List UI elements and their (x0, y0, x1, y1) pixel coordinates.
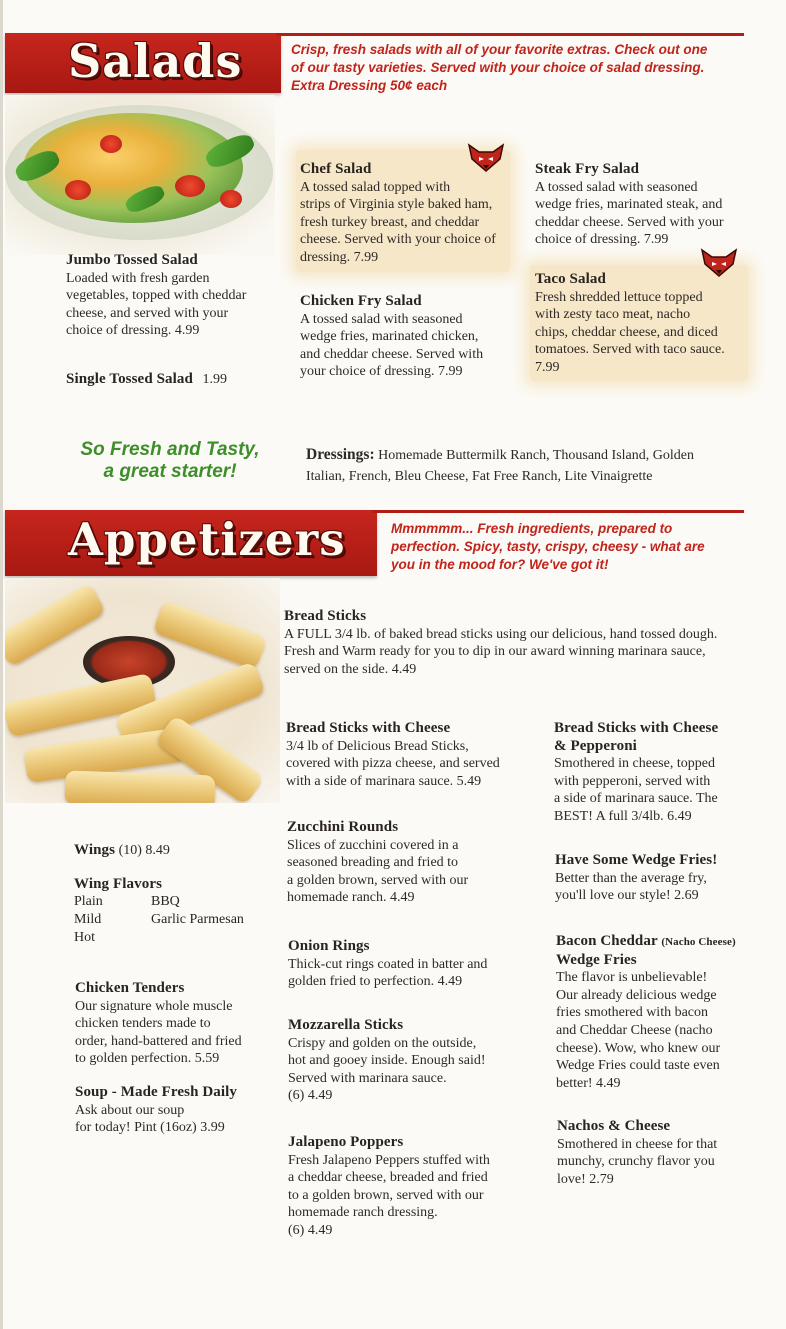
menu-item-zucchini-rounds: Zucchini Rounds Slices of zucchini covered in a seasoned breading and fried to a golden brown, served with our homemade ranch. 4.49 (287, 819, 469, 906)
menu-item-jumbo-tossed-salad: Jumbo Tossed Salad Loaded with fresh garden vegetables, topped with cheddar cheese, and served with your choice of dressing. 4.99 (66, 252, 247, 339)
menu-item-mozzarella-sticks: Mozzarella Sticks Crispy and golden on the outside, hot and gooey inside. Enough said! Served with marinara sauce. (6) 4.49 (288, 1017, 486, 1104)
menu-item-nachos-cheese: Nachos & Cheese Smothered in cheese for that munchy, crunchy flavor you love! 2.79 (557, 1118, 718, 1187)
tomato-slice (100, 135, 122, 153)
salads-banner-rule (276, 33, 744, 36)
menu-item-wedge-fries: Have Some Wedge Fries! Better than the average fry, you'll love our style! 2.69 (555, 852, 718, 904)
menu-item-bread-sticks-pepperoni: Bread Sticks with Cheese & Pepperoni Smothered in cheese, topped with pepperoni, served with a side of marinara sauce. The BEST! A full 3/4lb. 6.49 (554, 720, 719, 824)
menu-item-bacon-cheddar-wedge-fries: Bacon Cheddar (Nacho Cheese) Wedge Fries The flavor is unbelievable! Our already delicious wedge fries smothered with bacon and Cheddar Cheese (nacho cheese). Wow, who knew our Wedge Fries could taste even better! 4.49 (556, 933, 736, 1091)
menu-item-steak-fry-salad: Steak Fry Salad A tossed salad with seasoned wedge fries, marinated steak, and cheddar cheese. Served with your choice of dressing. 7.99 (535, 161, 724, 248)
menu-item-chef-salad: Chef Salad A tossed salad topped with strips of Virginia style baked ham, fresh turkey breast, and cheddar cheese. Served with your choice of dressing. 7.99 (300, 161, 496, 265)
tomato-slice (220, 190, 242, 208)
bread-stick (64, 770, 215, 803)
salad-photo (5, 95, 275, 255)
menu-item-wing-flavors: Wing Flavors (74, 876, 163, 892)
menu-item-single-tossed-salad: Single Tossed Salad 1.99 (66, 371, 227, 387)
tomato-slice (175, 175, 205, 197)
menu-item-bread-sticks-cheese: Bread Sticks with Cheese 3/4 lb of Delicious Bread Sticks, covered with pizza cheese, and served with a side of marinara sauce. 5.49 (286, 720, 500, 789)
menu-item-chicken-tenders: Chicken Tenders Our signature whole muscle chicken tenders made to order, hand-battered and fried to golden perfection. 5.59 (75, 980, 242, 1067)
menu-item-bread-sticks: Bread Sticks A FULL 3/4 lb. of baked bread sticks using our delicious, hand tossed dough. Fresh and Warm ready for you to dip in our award winning marinara sauce, served on the side. 4.49 (284, 608, 718, 677)
salads-title: Salads (68, 34, 243, 88)
menu-item-taco-salad: Taco Salad Fresh shredded lettuce topped with zesty taco meat, nacho chips, cheddar cheese, and diced tomatoes. Served with taco sauce. 7.99 (535, 271, 725, 375)
salads-tagline: Crisp, fresh salads with all of your favorite extras. Check out one of our tasty varieties. Served with your choice of salad dressing. Extra Dressing 50¢ each (291, 42, 708, 93)
appetizers-tagline: Mmmmmm... Fresh ingredients, prepared to perfection. Spicy, tasty, crispy, cheesy - what are you in the mood for? We've got it! (391, 521, 705, 572)
menu-item-jalapeno-poppers: Jalapeno Poppers Fresh Jalapeno Peppers stuffed with a cheddar cheese, breaded and fried to a golden brown, served with our homemade ranch dressing. (6) 4.49 (288, 1134, 490, 1238)
menu-item-soup: Soup - Made Fresh Daily Ask about our soup for today! Pint (16oz) 3.99 (75, 1084, 238, 1136)
menu-item-chicken-fry-salad: Chicken Fry Salad A tossed salad with seasoned wedge fries, marinated chicken, and cheddar cheese. Served with your choice of dressing. 7.99 (300, 293, 484, 380)
wing-flavors-list: Plain BBQ Mild Garlic Parmesan Hot (74, 894, 244, 945)
appetizers-title: Appetizers (68, 513, 346, 566)
bread-sticks-photo (5, 578, 280, 803)
tomato-slice (65, 180, 91, 200)
appetizers-banner-rule (372, 510, 744, 513)
menu-item-onion-rings: Onion Rings Thick-cut rings coated in batter and golden fried to perfection. 4.49 (288, 938, 488, 990)
dressings-list: Dressings: Homemade Buttermilk Ranch, Thousand Island, Golden Italian, French, Bleu Cheese, Fat Free Ranch, Lite Vinaigrette (306, 446, 694, 484)
menu-item-wings: Wings (10) 8.49 (74, 842, 170, 858)
salads-slogan: So Fresh and Tasty, a great starter! (80, 439, 260, 482)
